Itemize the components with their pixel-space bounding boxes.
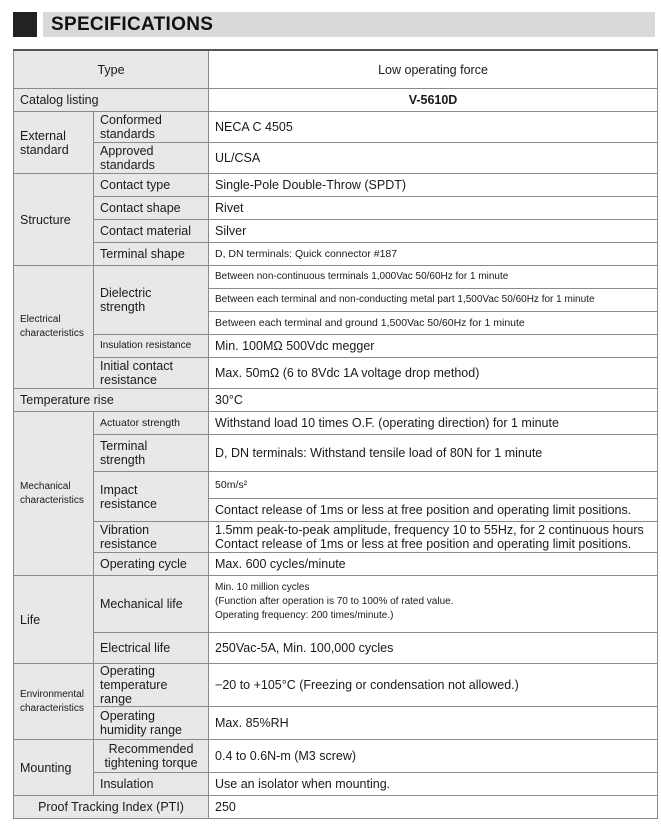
temperature-rise-label: Temperature rise [14, 389, 209, 412]
table-row [14, 389, 658, 412]
insulation-mounting-label: Insulation [94, 773, 209, 796]
pti-value: 250 [209, 796, 658, 819]
catalog-label: Catalog listing [14, 89, 209, 112]
electrical-life-value: 250Vac-5A, Min. 100,000 cycles [209, 633, 658, 664]
conformed-label: Conformed standards [94, 112, 209, 143]
table-row [14, 773, 658, 796]
external-standard-group: External standard [14, 112, 94, 174]
structure-group: Structure [14, 174, 94, 266]
header-square-icon [13, 12, 37, 37]
life-group: Life [14, 576, 94, 664]
impact-value-2: Contact release of 1ms or less at free position and operating limit positions. [209, 499, 658, 522]
initial-contact-value: Max. 50mΩ (6 to 8Vdc 1A voltage drop method) [209, 358, 658, 389]
operating-humidity-value: Max. 85%RH [209, 707, 658, 740]
table-row [14, 553, 658, 576]
actuator-strength-value: Withstand load 10 times O.F. (operating direction) for 1 minute [209, 412, 658, 435]
initial-contact-label: Initial contact resistance [94, 358, 209, 389]
terminal-strength-value: D, DN terminals: Withstand tensile load of 80N for 1 minute [209, 435, 658, 472]
table-row [14, 143, 658, 174]
operating-cycle-value: Max. 600 cycles/minute [209, 553, 658, 576]
section-header [13, 12, 655, 37]
mechanical-group: Mechanical characteristics [14, 412, 94, 576]
mechanical-life-value: Min. 10 million cycles (Function after operation is 70 to 100% of rated value. Operating frequency: 200 times/minute.) [209, 576, 658, 633]
impact-resistance-label: Impact resistance [94, 472, 209, 522]
dielectric-value-1: Between non-continuous terminals 1,000Vac 50/60Hz for 1 minute [209, 266, 658, 289]
table-row [14, 412, 658, 435]
mounting-group: Mounting [14, 740, 94, 796]
mechanical-life-label: Mechanical life [94, 576, 209, 633]
operating-cycle-label: Operating cycle [94, 553, 209, 576]
pti-label: Proof Tracking Index (PTI) [14, 796, 209, 819]
terminal-shape-value: D, DN terminals: Quick connector #187 [209, 243, 658, 266]
table-row [14, 796, 658, 819]
table-row [14, 435, 658, 472]
contact-material-label: Contact material [94, 220, 209, 243]
operating-humidity-label: Operating humidity range [94, 707, 209, 740]
table-row [14, 335, 658, 358]
table-row [14, 89, 658, 112]
table-row [14, 522, 658, 553]
table-row [14, 358, 658, 389]
operating-temperature-label: Operating temperature range [94, 664, 209, 707]
catalog-value: V-5610D [209, 89, 658, 112]
operating-temperature-value: −20 to +105°C (Freezing or condensation not allowed.) [209, 664, 658, 707]
contact-type-label: Contact type [94, 174, 209, 197]
table-row [14, 220, 658, 243]
table-row [14, 50, 658, 89]
tightening-torque-label: Recommended tightening torque [94, 740, 209, 773]
section-title: SPECIFICATIONS [51, 14, 214, 35]
table-row [14, 740, 658, 773]
dielectric-value-2: Between each terminal and non-conducting metal part 1,500Vac 50/60Hz for 1 minute [209, 289, 658, 312]
contact-material-value: Silver [209, 220, 658, 243]
terminal-shape-label: Terminal shape [94, 243, 209, 266]
table-row [14, 112, 658, 143]
table-row [14, 576, 658, 633]
environmental-group: Environmental characteristics [14, 664, 94, 740]
type-label: Type [14, 50, 209, 89]
insulation-mounting-value: Use an isolator when mounting. [209, 773, 658, 796]
vibration-resistance-value: 1.5mm peak-to-peak amplitude, frequency 10 to 55Hz, for 2 continuous hours Contact release of 1ms or less at free position and operating limit positions. [209, 522, 658, 553]
tightening-torque-value: 0.4 to 0.6N-m (M3 screw) [209, 740, 658, 773]
contact-shape-label: Contact shape [94, 197, 209, 220]
specifications-table [13, 49, 658, 819]
vibration-resistance-label: Vibration resistance [94, 522, 209, 553]
impact-value-1: 50m/s² [209, 472, 658, 499]
table-row [14, 472, 658, 499]
contact-type-value: Single-Pole Double-Throw (SPDT) [209, 174, 658, 197]
dielectric-value-3: Between each terminal and ground 1,500Vac 50/60Hz for 1 minute [209, 312, 658, 335]
temperature-rise-value: 30°C [209, 389, 658, 412]
table-row [14, 707, 658, 740]
electrical-life-label: Electrical life [94, 633, 209, 664]
table-row [14, 174, 658, 197]
table-row [14, 664, 658, 707]
insulation-resistance-value: Min. 100MΩ 500Vdc megger [209, 335, 658, 358]
approved-label: Approved standards [94, 143, 209, 174]
table-row [14, 266, 658, 289]
insulation-resistance-label: Insulation resistance [94, 335, 209, 358]
approved-value: UL/CSA [209, 143, 658, 174]
type-value: Low operating force [209, 50, 658, 89]
actuator-strength-label: Actuator strength [94, 412, 209, 435]
dielectric-label: Dielectric strength [94, 266, 209, 335]
conformed-value: NECA C 4505 [209, 112, 658, 143]
table-row [14, 243, 658, 266]
table-row [14, 633, 658, 664]
contact-shape-value: Rivet [209, 197, 658, 220]
electrical-group: Electrical characteristics [14, 266, 94, 389]
table-row [14, 197, 658, 220]
terminal-strength-label: Terminal strength [94, 435, 209, 472]
